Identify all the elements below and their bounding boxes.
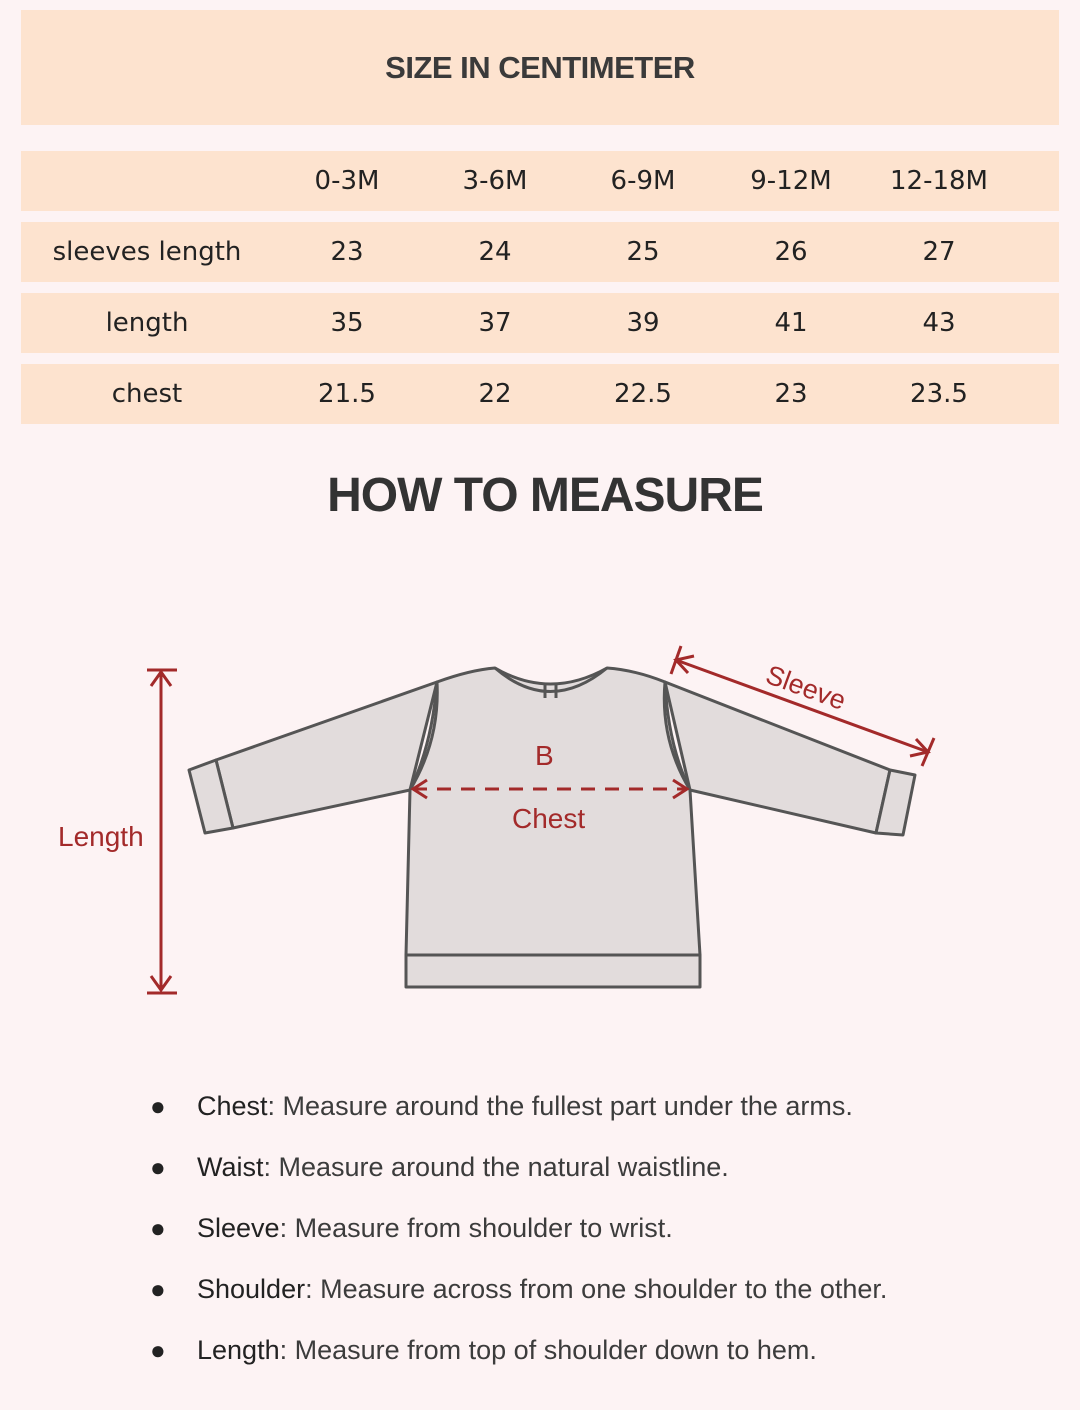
right-sleeve: [665, 682, 890, 833]
table-cell: 27: [922, 237, 956, 267]
instruction-term: Chest: [197, 1091, 268, 1121]
instruction-term: Length: [197, 1335, 280, 1365]
chest-label: Chest: [512, 803, 586, 834]
table-cell: 22: [478, 379, 512, 409]
table-cell: 26: [774, 237, 808, 267]
left-sleeve: [216, 682, 437, 828]
header-cell: 3-6M: [462, 166, 528, 196]
table-cell: 41: [774, 308, 808, 338]
instruction-text: : Measure around the fullest part under the arms.: [267, 1091, 853, 1121]
table-cell: 25: [626, 237, 660, 267]
table-header-row: [21, 151, 1059, 211]
header-cell: 12-18M: [890, 166, 988, 196]
instruction-term: Waist: [197, 1152, 264, 1182]
sweater-diagram-svg: [0, 620, 1080, 1020]
table-cell: 43: [922, 308, 956, 338]
table-cell: 24: [478, 237, 512, 267]
table-cell: 23: [774, 379, 808, 409]
table-cell: 23.5: [910, 379, 968, 409]
table-row: [21, 364, 1059, 424]
length-measure: [58, 670, 177, 993]
instruction-text: : Measure around the natural waistline.: [263, 1152, 729, 1182]
table-cell: 39: [626, 308, 660, 338]
instruction-term: Shoulder: [197, 1274, 306, 1304]
instruction-text: : Measure from shoulder to wrist.: [279, 1213, 673, 1243]
how-to-measure-heading: HOW TO MEASURE: [327, 469, 763, 522]
size-table: [21, 151, 1059, 435]
bullet-icon: ●: [150, 1091, 166, 1121]
list-item: [150, 1137, 1050, 1198]
instruction-term: Sleeve: [197, 1213, 280, 1243]
table-cell: 35: [330, 308, 364, 338]
measurement-diagram: [0, 620, 1080, 1020]
header-cell: 0-3M: [314, 166, 380, 196]
page-title: SIZE IN CENTIMETER: [385, 49, 695, 85]
instruction-text: : Measure from top of shoulder down to hem.: [279, 1335, 817, 1365]
row-label: sleeves length: [52, 237, 242, 267]
list-item: [150, 1259, 1050, 1320]
header-cell: 9-12M: [750, 166, 832, 196]
table-cell: 37: [478, 308, 512, 338]
title-banner: [21, 10, 1059, 125]
instruction-text: : Measure across from one shoulder to the other.: [305, 1274, 888, 1304]
chest-letter: B: [535, 740, 554, 771]
list-item: [150, 1320, 1050, 1381]
bullet-icon: ●: [150, 1152, 166, 1182]
list-item: [150, 1076, 1050, 1137]
hem-band: [406, 955, 700, 987]
table-row: [21, 293, 1059, 353]
table-cell: 23: [330, 237, 364, 267]
sleeve-label: Sleeve: [761, 659, 850, 716]
measure-instructions: [150, 1076, 1050, 1381]
row-label: length: [105, 308, 189, 338]
row-label: chest: [111, 379, 183, 409]
bullet-icon: ●: [150, 1335, 166, 1365]
bullet-icon: ●: [150, 1213, 166, 1243]
bullet-icon: ●: [150, 1274, 166, 1304]
table-cell: 22.5: [614, 379, 672, 409]
length-label: Length: [58, 821, 144, 852]
list-item: [150, 1198, 1050, 1259]
header-cell: 6-9M: [610, 166, 676, 196]
table-cell: 21.5: [318, 379, 376, 409]
table-row: [21, 222, 1059, 282]
